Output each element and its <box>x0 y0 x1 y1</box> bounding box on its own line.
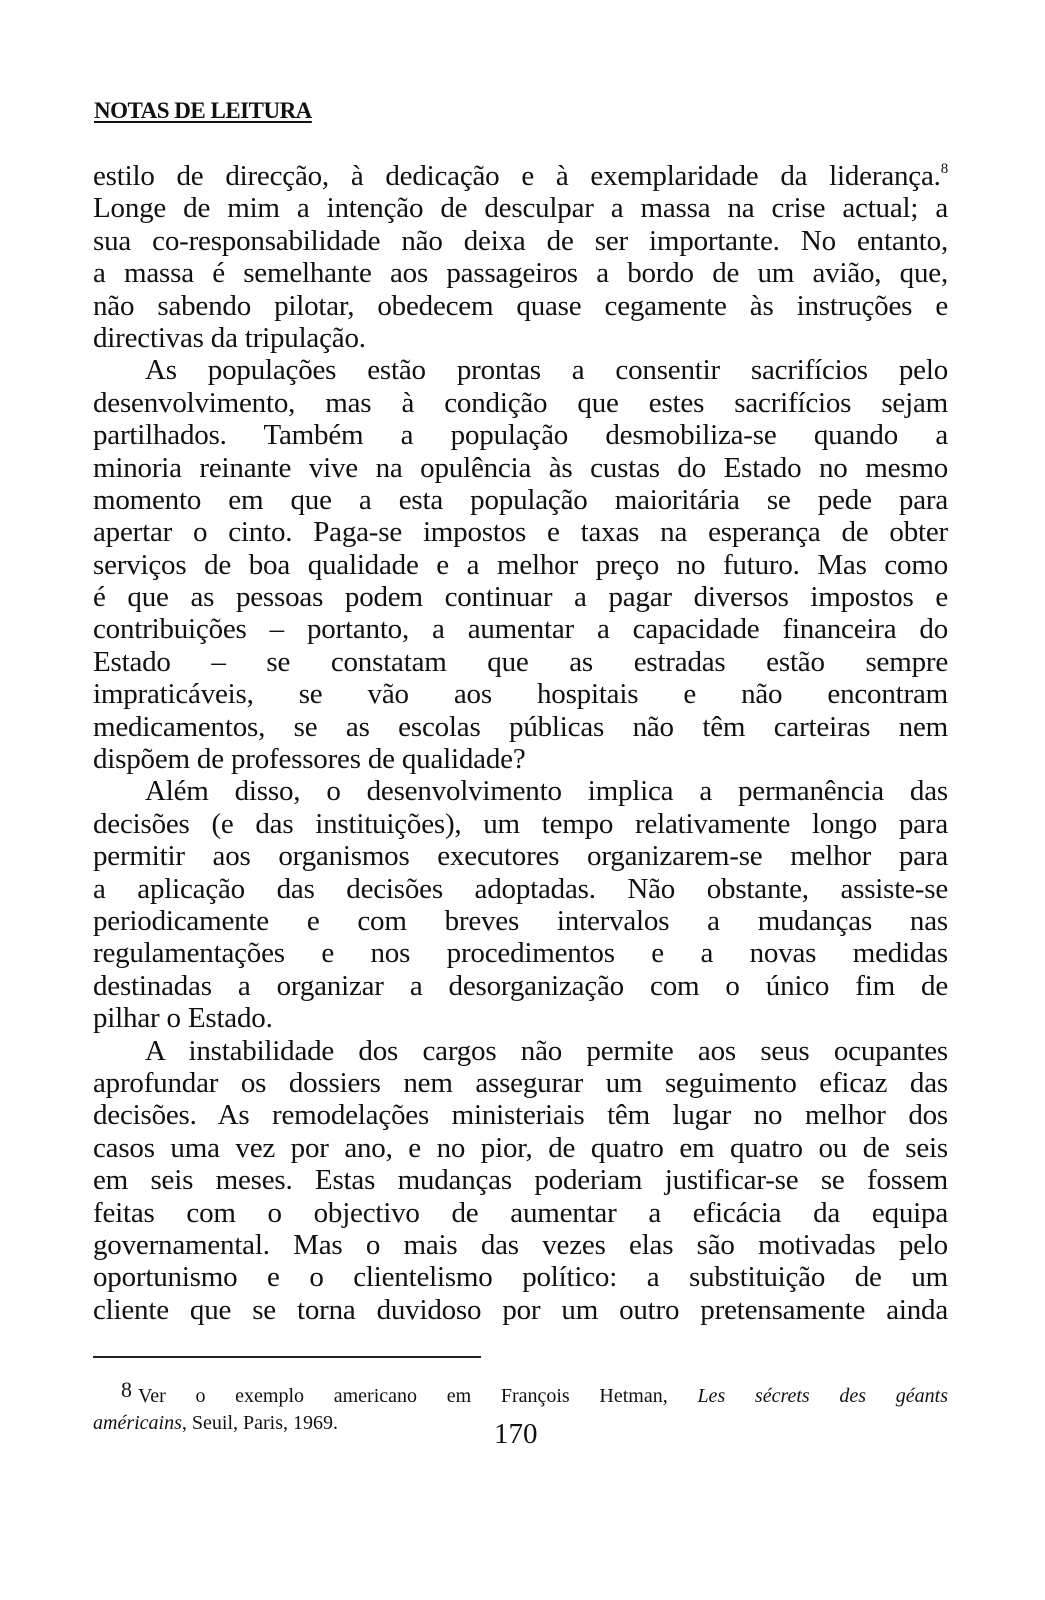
text-line <box>93 775 948 807</box>
text-line-content: oportunismo e o clientelismo político: a substituição de um <box>93 1261 948 1294</box>
text-line-content: pilhar o Estado. <box>93 1002 273 1035</box>
text-line-content: permitir aos organismos executores organizarem-se melhor para <box>93 840 948 873</box>
text-line <box>93 549 948 581</box>
text-line <box>93 452 948 484</box>
text-line <box>93 937 948 969</box>
text-line-content: aprofundar os dossiers nem assegurar um seguimento eficaz das <box>93 1066 948 1099</box>
text-line-content: minoria reinante vive na opulência às custas do Estado no mesmo <box>93 451 948 484</box>
text-line-content: momento em que a esta população maioritária se pede para <box>93 483 948 516</box>
text-line <box>93 516 948 548</box>
text-line-content: A instabilidade dos cargos não permite aos seus ocupantes <box>145 1034 948 1067</box>
text-line <box>93 484 948 516</box>
text-line <box>93 1132 948 1164</box>
footnote-number: 8 <box>121 1377 132 1402</box>
text-line-content: desenvolvimento, mas à condição que estes sacrifícios sejam <box>93 386 948 419</box>
text-line <box>93 840 948 872</box>
text-line-content: destinadas a organizar a desorganização com o único fim de <box>93 969 948 1002</box>
text-line-content: é que as pessoas podem continuar a pagar diversos impostos e <box>93 581 948 614</box>
text-line-content: sua co-responsabilidade não deixa de ser importante. No entanto, <box>93 224 948 257</box>
text-line-content: impraticáveis, se vão aos hospitais e não encontram <box>93 678 948 711</box>
text-line-content: regulamentações e nos procedimentos e a novas medidas <box>93 937 948 970</box>
text-line <box>93 160 948 192</box>
text-line <box>93 646 948 678</box>
text-line-content: apertar o cinto. Paga-se impostos e taxas na esperança de obter <box>93 516 948 549</box>
footnote-divider <box>93 1356 481 1358</box>
text-line <box>93 419 948 451</box>
text-line <box>93 1164 948 1196</box>
running-header: NOTAS DE LEITURA <box>94 98 312 123</box>
text-line <box>93 1067 948 1099</box>
text-line-content: decisões. As remodelações ministeriais têm lugar no melhor dos <box>93 1099 948 1132</box>
text-line <box>93 290 948 322</box>
text-line-content: governamental. Mas o mais das vezes elas são motivadas pelo <box>93 1228 948 1261</box>
text-line-content: feitas com o objectivo de aumentar a eficácia da equipa <box>93 1196 948 1229</box>
text-line <box>93 905 948 937</box>
text-line <box>93 873 948 905</box>
text-line-content: a massa é semelhante aos passageiros a bordo de um avião, que, <box>93 257 948 290</box>
text-line-content: dispõem de professores de qualidade? <box>93 743 526 776</box>
text-line <box>93 678 948 710</box>
text-line-content: contribuições – portanto, a aumentar a capacidade financeira do <box>93 613 948 646</box>
footnote-reference: 8 <box>940 161 948 177</box>
footnote-publisher: , Seuil, Paris, 1969. <box>181 1412 339 1434</box>
footnote-title: Les sécrets des géants <box>697 1385 948 1407</box>
text-line-content: directivas da tripulação. <box>93 321 366 354</box>
text-line-content: a aplicação das decisões adoptadas. Não obstante, assiste-se <box>93 872 948 905</box>
text-line <box>93 192 948 224</box>
text-line <box>93 743 948 775</box>
text-line-content: Além disso, o desenvolvimento implica a permanência das <box>145 775 948 808</box>
text-line <box>93 354 948 386</box>
text-line-content: cliente que se torna duvidoso por um outro pretensamente ainda <box>93 1293 948 1326</box>
text-line-content: estilo de direcção, à dedicação e à exemplaridade da liderança. <box>93 160 941 192</box>
text-line <box>93 581 948 613</box>
text-line <box>93 225 948 257</box>
text-line <box>93 1229 948 1261</box>
text-line-content: casos uma vez por ano, e no pior, de quatro em quatro ou de seis <box>93 1131 948 1164</box>
text-line-content: serviços de boa qualidade e a melhor preço no futuro. Mas como <box>93 548 948 581</box>
text-line <box>93 1197 948 1229</box>
text-line <box>93 257 948 289</box>
page-number: 170 <box>494 1418 538 1450</box>
text-line-content: decisões (e das instituições), um tempo relativamente longo para <box>93 807 948 840</box>
footnote-title-cont: américains <box>93 1412 182 1434</box>
body-text <box>93 160 948 1326</box>
text-line-content: Longe de mim a intenção de desculpar a massa na crise actual; a <box>93 192 948 225</box>
text-line <box>93 970 948 1002</box>
footnote-text: Ver o exemplo americano em François Hetman, <box>138 1385 698 1407</box>
text-line <box>93 613 948 645</box>
text-line-content: Estado – se constatam que as estradas estão sempre <box>93 645 948 678</box>
text-line <box>93 1261 948 1293</box>
text-line <box>93 711 948 743</box>
text-line <box>93 1099 948 1131</box>
text-line-content: As populações estão prontas a consentir sacrifícios pelo <box>145 354 948 387</box>
text-line-content: periodicamente e com breves intervalos a mudanças nas <box>93 904 948 937</box>
text-line-content: partilhados. Também a população desmobiliza-se quando a <box>93 419 948 452</box>
text-line <box>93 1294 948 1326</box>
text-line-content: medicamentos, se as escolas públicas não têm carteiras nem <box>93 710 948 743</box>
text-line <box>93 1035 948 1067</box>
text-line-content: não sabendo pilotar, obedecem quase cegamente às instruções e <box>93 289 948 322</box>
text-line <box>93 387 948 419</box>
text-line <box>93 322 948 354</box>
text-line <box>93 1002 948 1034</box>
text-line <box>93 808 948 840</box>
text-line-content: em seis meses. Estas mudanças poderiam justificar-se se fossem <box>93 1164 948 1197</box>
